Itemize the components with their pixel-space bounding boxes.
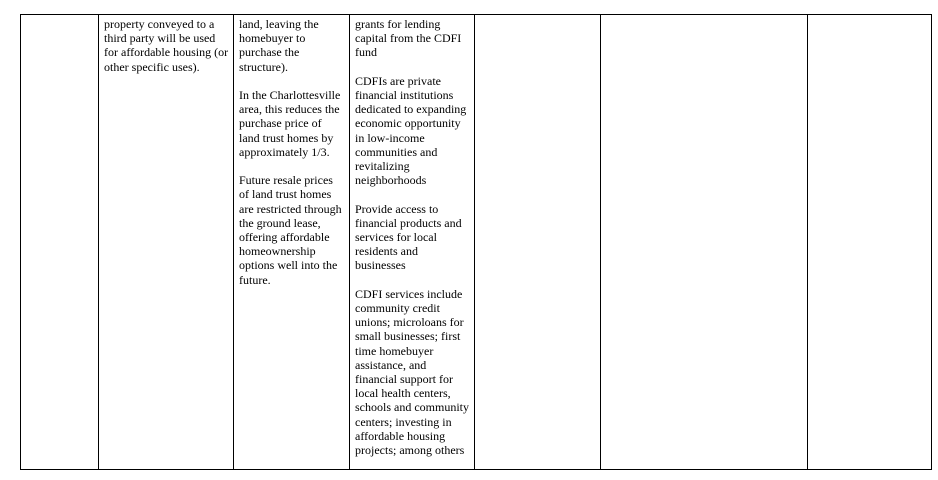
cell-paragraph: Future resale prices of land trust homes are restricted through the ground lease, offering affordable homeownership options well into the future. — [239, 173, 342, 287]
table-cell-4 — [350, 15, 475, 470]
table-cell-6 — [601, 15, 808, 470]
table-cell-2 — [99, 15, 234, 470]
table-cell-7 — [808, 15, 932, 470]
cell-paragraph: grants for lending capital from the CDFI fund — [355, 17, 462, 60]
table-cell-3 — [234, 15, 350, 470]
cell-paragraph: property conveyed to a third party will be used for affordable housing (or other specific uses). — [104, 17, 229, 74]
table-row — [21, 15, 932, 470]
cell-paragraph: CDFI services include community credit unions; microloans for small businesses; first time homebuyer assistance, and financial support for local health centers, schools and community centers; investing in affordable housing projects; among others — [355, 286, 469, 458]
cell-paragraph: In the Charlottesville area, this reduces the purchase price of land trust homes by approximately 1/3. — [239, 88, 341, 159]
cell-paragraph: Provide access to financial products and services for local residents and businesses — [355, 201, 462, 273]
table-cell-1 — [21, 15, 99, 470]
cell-paragraph: CDFIs are private financial institutions dedicated to expanding economic opportunity in low-income communities and revitalizing neighborhoods — [355, 73, 467, 188]
cell-paragraph: land, leaving the homebuyer to purchase the structure). — [239, 17, 319, 74]
document-table — [20, 14, 932, 470]
table-cell-5 — [475, 15, 601, 470]
